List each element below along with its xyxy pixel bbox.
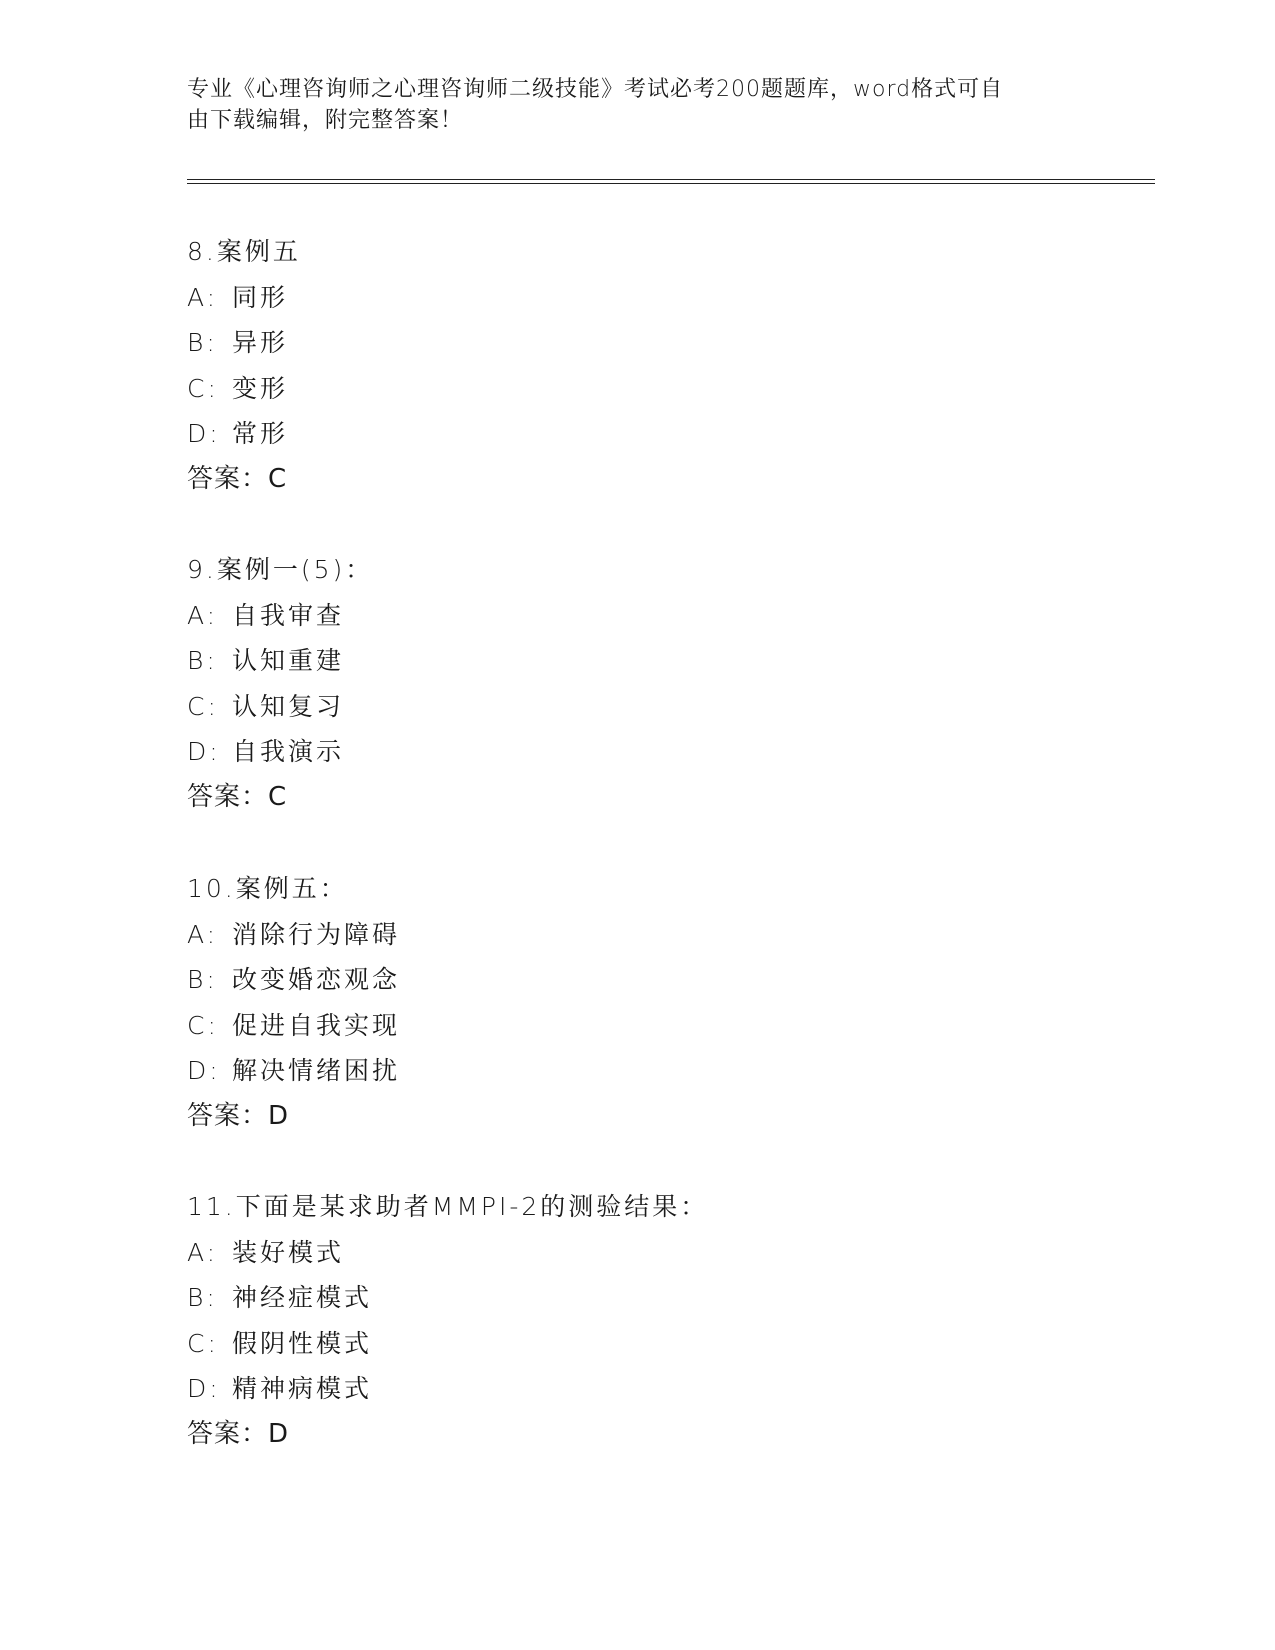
option-a (187, 275, 1087, 321)
option-b (187, 638, 1087, 684)
option-text: 自我演示 (232, 737, 345, 766)
question-block (187, 547, 1087, 820)
option-letter: D: (187, 1056, 221, 1085)
option-b (187, 1275, 1087, 1321)
header-divider-top (187, 179, 1155, 180)
document-header (187, 74, 1087, 136)
option-letter: A: (187, 919, 219, 949)
option-b (187, 957, 1087, 1003)
header-line-1: 专业《心理咨询师之心理咨询师二级技能》考试必考200题题库，word格式可自 (187, 77, 1004, 102)
question-title: 8.案例五 (187, 237, 301, 266)
question-block (187, 1184, 1087, 1457)
option-text: 精神病模式 (232, 1374, 373, 1403)
option-letter: A: (187, 600, 219, 630)
header-line-2: 由下载编辑，附完整答案！ (187, 108, 464, 133)
option-d (187, 411, 1087, 457)
option-text: 同形 (232, 282, 289, 312)
option-letter: C: (187, 691, 219, 721)
option-text: 假阴性模式 (232, 1328, 373, 1358)
option-text: 解决情绪困扰 (232, 1056, 401, 1085)
option-text: 认知重建 (232, 646, 345, 675)
answer-line: 答案：D (187, 1100, 290, 1131)
option-a (187, 593, 1087, 639)
option-letter: D: (187, 419, 221, 448)
option-text: 改变婚恋观念 (232, 965, 401, 994)
question-block (187, 866, 1087, 1139)
option-text: 消除行为障碍 (232, 919, 401, 949)
question-title: 10.案例五： (187, 874, 348, 903)
option-text: 常形 (232, 419, 289, 448)
option-letter: D: (187, 1374, 221, 1403)
option-text: 自我审查 (232, 600, 345, 630)
option-d (187, 729, 1087, 775)
option-letter: C: (187, 1010, 219, 1040)
option-letter: D: (187, 737, 221, 766)
option-d (187, 1048, 1087, 1094)
answer-line: 答案：D (187, 1418, 290, 1449)
option-b (187, 320, 1087, 366)
option-c (187, 684, 1087, 730)
question-title: 11.下面是某求助者MMPI-2的测验结果： (187, 1192, 709, 1221)
option-c (187, 1321, 1087, 1367)
option-letter: A: (187, 282, 219, 312)
option-a (187, 912, 1087, 958)
option-letter: A: (187, 1237, 219, 1267)
option-text: 认知复习 (232, 691, 345, 721)
option-letter: B: (187, 1283, 218, 1312)
option-text: 变形 (232, 373, 289, 403)
option-text: 异形 (232, 328, 289, 357)
option-letter: C: (187, 373, 219, 403)
option-text: 神经症模式 (232, 1283, 373, 1312)
option-text: 促进自我实现 (232, 1010, 401, 1040)
option-c (187, 1003, 1087, 1049)
option-letter: B: (187, 328, 218, 357)
option-text: 装好模式 (232, 1237, 345, 1267)
question-title: 9.案例一(5)： (187, 555, 374, 584)
option-letter: B: (187, 965, 218, 994)
option-letter: C: (187, 1328, 219, 1358)
option-letter: B: (187, 646, 218, 675)
option-a (187, 1230, 1087, 1276)
option-d (187, 1366, 1087, 1412)
answer-line: 答案：C (187, 781, 288, 812)
option-c (187, 366, 1087, 412)
question-block (187, 229, 1087, 502)
header-divider-bottom (187, 183, 1155, 184)
answer-line: 答案：C (187, 463, 288, 494)
